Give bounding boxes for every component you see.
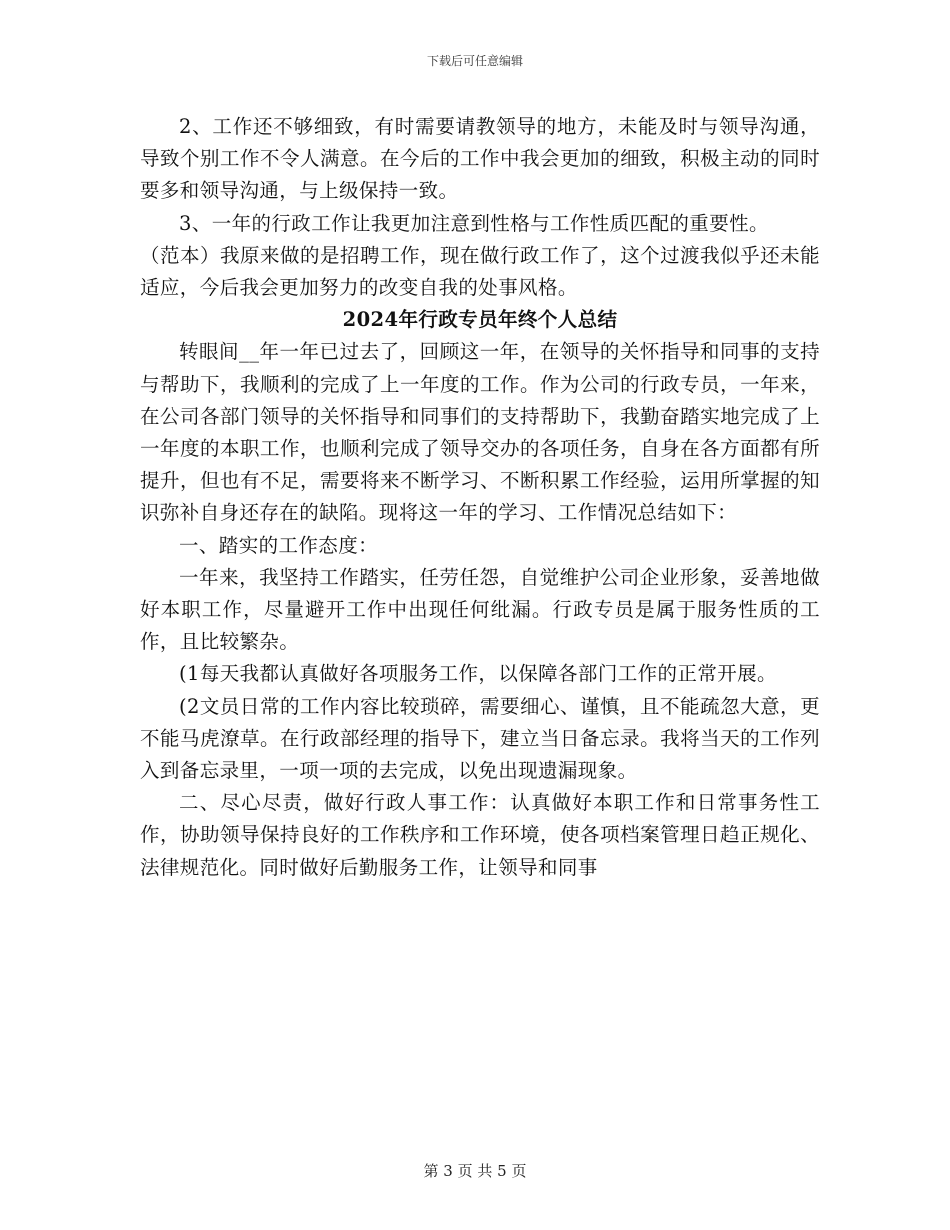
- document-title: 2024年行政专员年终个人总结: [342, 308, 618, 332]
- paragraph-item-2: 2、工作还不够细致，有时需要请教领导的地方，未能及时与领导沟通，导致个别工作不令人满意。在今后的工作中我会更加的细致，积极主动的同时要多和领导沟通，与上级保持一致。: [140, 115, 820, 203]
- paragraph-point-2: (2文员日常的工作内容比较琐碎，需要细心、谨慎，且不能疏忽大意，更不能马虎潦草。在行政部经理的指导下，建立当日备忘录。我将当天的工作列入到备忘录里，一项一项的去完成，以免出现遗漏现象。: [140, 694, 820, 783]
- document-body: [140, 111, 820, 884]
- paragraph-item-3: 3、一年的行政工作让我更加注意到性格与工作性质匹配的重要性。: [179, 211, 769, 235]
- paragraph-intro: 转眼间__年一年已过去了，回顾这一年，在领导的关怀指导和同事的支持与帮助下，我顺利的完成了上一年度的工作。作为公司的行政专员，一年来，在公司各部门领导的关怀指导和同事们的支持帮助下，我勤奋踏实地完成了上一年度的本职工作，也顺利完成了领导交办的各项任务，自身在各方面都有所提升，但也有不足，需要将来不断学习、不断积累工作经验，运用所掌握的知识弥补自身还存在的缺陷。现将这一年的学习、工作情况总结如下：: [140, 340, 820, 525]
- page-header-note: 下载后可任意编辑: [426, 54, 523, 68]
- paragraph-attitude: 一年来，我坚持工作踏实，任劳任怨，自觉维护公司企业形象，妥善地做好本职工作，尽量避开工作中出现任何纰漏。行政专员是属于服务性质的工作，且比较繁杂。: [140, 565, 820, 654]
- paragraph-section-2: 二、尽心尽责，做好行政人事工作：认真做好本职工作和日常事务性工作，协助领导保持良好的工作秩序和工作环境，使各项档案管理日趋正规化、法律规范化。同时做好后勤服务工作，让领导和同事: [140, 791, 820, 879]
- section-heading-attitude: 一、踏实的工作态度：: [179, 533, 379, 557]
- paragraph-point-1: (1每天我都认真做好各项服务工作，以保障各部门工作的正常开展。: [179, 662, 777, 686]
- paragraph-template-note: （范本）我原来做的是招聘工作，现在做行政工作了，这个过渡我似乎还未能适应，今后我会更加努力的改变自我的处事风格。: [140, 243, 820, 300]
- page-number: 第 3 页 共 5 页: [423, 1162, 527, 1180]
